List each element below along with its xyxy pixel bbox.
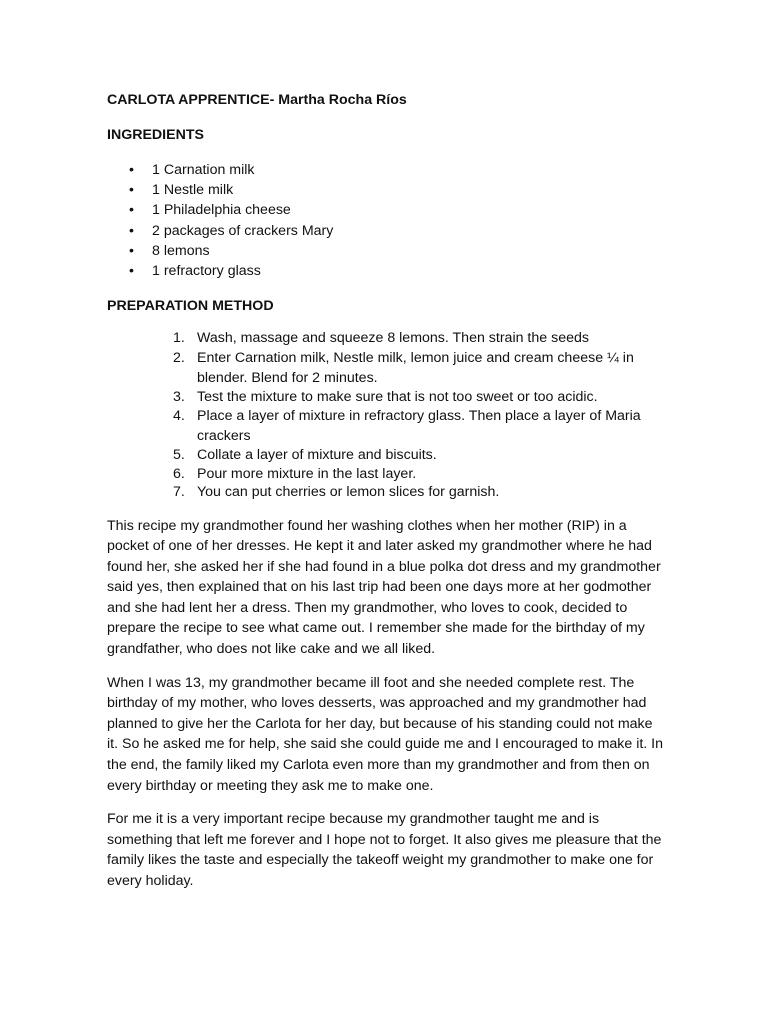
ingredient-text: 2 packages of crackers Mary (152, 222, 334, 239)
bullet-icon: • (129, 263, 134, 280)
step-text: Test the mixture to make sure that is not too sweet or too acidic. (197, 388, 598, 405)
ingredient-item (107, 221, 667, 241)
preparation-steps (107, 329, 667, 502)
step-number: 2. (173, 349, 185, 366)
step-item (107, 483, 667, 502)
story-paragraph: For me it is a very important recipe because my grandmother taught me and is something that left me forever and I hope not to forget. It also gives me pleasure that the family likes the taste and especially the takeoff weight my grandmother to make one for every holiday. (107, 811, 662, 889)
ingredient-item (107, 180, 667, 200)
step-item (107, 446, 667, 465)
story-paragraph: This recipe my grandmother found her washing clothes when her mother (RIP) in a pocket of one of her dresses. He kept it and later asked my grandmother where he had found her, she asked her if she had found in a blue polka dot dress and my grandmother said yes, then explained that on his last trip had been one days more at her godmother and she had lent her a dress. Then my grandmother, who loves to cook, decided to prepare the recipe to see what came out. I remember she made for the birthday of my grandfather, who does not like cake and we all liked. (107, 517, 661, 658)
step-text: Place a layer of mixture in refractory glass. Then place a layer of Maria crackers (197, 408, 641, 444)
ingredients-list (107, 160, 667, 282)
step-item (107, 388, 667, 407)
step-text: Pour more mixture in the last layer. (197, 465, 417, 482)
document-page (107, 90, 667, 892)
step-number: 7. (173, 484, 185, 500)
step-text: Collate a layer of mixture and biscuits. (197, 447, 437, 463)
step-item (107, 329, 667, 348)
bullet-icon: • (129, 222, 134, 239)
ingredient-text: 1 Philadelphia cheese (152, 202, 291, 219)
document-title: CARLOTA APPRENTICE- Martha Rocha Ríos (107, 92, 407, 108)
bullet-icon: • (129, 243, 134, 259)
ingredient-text: 1 Nestle milk (152, 182, 234, 199)
bullet-icon: • (129, 202, 134, 219)
ingredient-text: 1 Carnation milk (152, 161, 255, 178)
step-text: You can put cherries or lemon slices for garnish. (197, 484, 500, 500)
bullet-icon: • (129, 182, 134, 199)
step-text: Wash, massage and squeeze 8 lemons. Then strain the seeds (197, 330, 589, 346)
ingredient-item (107, 261, 667, 281)
step-number: 4. (173, 408, 185, 424)
step-number: 6. (173, 465, 185, 482)
step-number: 3. (173, 388, 185, 405)
ingredient-item (107, 160, 667, 180)
step-number: 5. (173, 447, 185, 463)
story-paragraph: When I was 13, my grandmother became ill foot and she needed complete rest. The birthday of my mother, who loves desserts, was approached and my grandmother had planned to give her the Carlota for her day, but because of his standing could not make it. So he asked me for help, she said she could guide me and I encouraged to make it. In the end, the family liked my Carlota even more than my grandmother and from then on every birthday or meeting they ask me to make one. (107, 674, 664, 794)
step-number: 1. (173, 330, 185, 346)
step-item (107, 348, 667, 388)
ingredient-text: 8 lemons (152, 243, 210, 259)
ingredient-item (107, 241, 667, 261)
step-text: Enter Carnation milk, Nestle milk, lemon juice and cream cheese ¼ in blender. Blend for 2 minutes. (197, 349, 634, 386)
ingredients-heading: INGREDIENTS (107, 127, 204, 144)
step-item (107, 465, 667, 484)
bullet-icon: • (129, 161, 134, 178)
ingredient-text: 1 refractory glass (152, 263, 261, 280)
ingredient-item (107, 200, 667, 220)
step-item (107, 406, 667, 446)
preparation-heading: PREPARATION METHOD (107, 297, 274, 314)
